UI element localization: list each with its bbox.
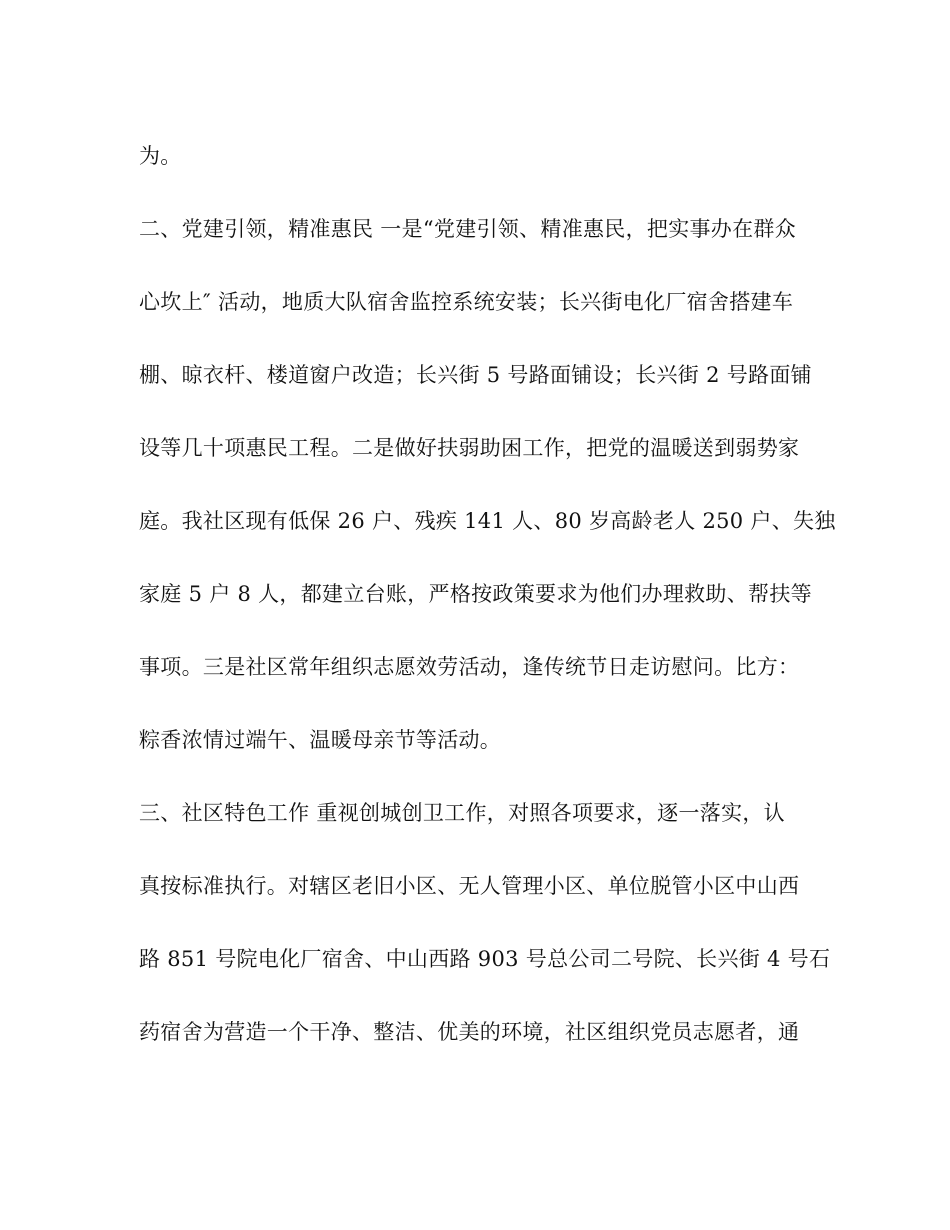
text-line: 事项。三是社区常年组织志愿效劳活动，逢传统节日走访慰问。比方： xyxy=(139,655,800,679)
text-line: 粽香浓情过端午、温暖母亲节等活动。 xyxy=(139,728,502,752)
text-line: 路 851 号院电化厂宿舍、中山西路 903 号总公司二号院、长兴街 4 号石 xyxy=(139,947,831,971)
text-line: 设等几十项惠民工程。二是做好扶弱助困工作，把党的温暖送到弱势家 xyxy=(139,436,800,460)
text-line: 真按标准执行。对辖区老旧小区、无人管理小区、单位脱管小区中山西 xyxy=(139,874,800,898)
text-line: 心坎上″ 活动，地质大队宿舍监控系统安装；长兴街电化厂宿舍搭建车 xyxy=(139,290,794,314)
text-line: 棚、晾衣杆、楼道窗户改造；长兴街 5 号路面铺设；长兴街 2 号路面铺 xyxy=(139,363,812,387)
text-line: 二、党建引领，精准惠民 一是“党建引领、精准惠民，把实事办在群众 xyxy=(139,217,797,241)
text-line: 三、社区特色工作 重视创城创卫工作，对照各项要求，逐一落实，认 xyxy=(139,801,785,825)
text-line: 药宿舍为营造一个干净、整洁、优美的环境，社区组织党员志愿者，通 xyxy=(139,1020,800,1044)
text-line: 庭。我社区现有低保 26 户、残疾 141 人、80 岁高龄老人 250 户、失独 xyxy=(139,509,836,533)
text-line: 为。 xyxy=(139,144,182,168)
text-line: 家庭 5 户 8 人，都建立台账，严格按政策要求为他们办理救助、帮扶等 xyxy=(139,582,812,606)
